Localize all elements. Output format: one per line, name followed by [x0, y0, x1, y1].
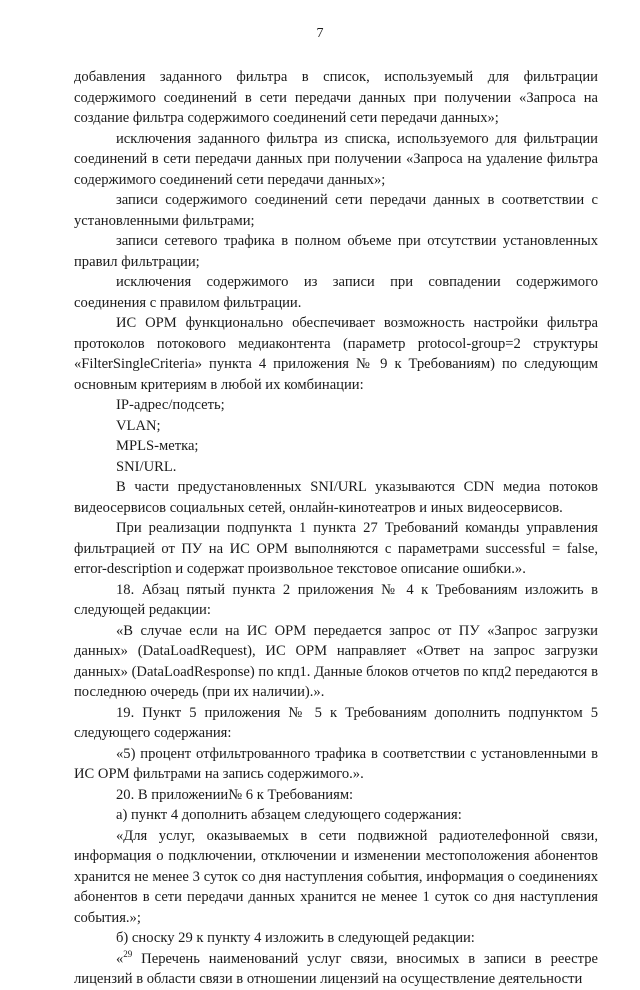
paragraph: ИС ОРМ функционально обеспечивает возможность настройки фильтра протоколов потокового медиаконтента (параметр protocol-group=2 структуры «FilterSingleCriteria» пункта 4 приложения № 9 к Требованиям) по следующим основным критериям в любой их комбинации: — [74, 315, 598, 393]
paragraph: 20. В приложении№ 6 к Требованиям: — [116, 786, 354, 803]
paragraph: В части предустановленных SNI/URL указываются CDN медиа потоков видеосервисов социальных сетей, онлайн-кинотеатров и иных видеосервисов. — [74, 479, 598, 516]
list-item: VLAN; — [116, 417, 161, 434]
paragraph: исключения содержимого из записи при совпадении содержимого соединения с правилом фильтрации. — [74, 274, 598, 311]
document-body — [74, 67, 598, 990]
paragraph: б) сноску 29 к пункту 4 изложить в следующей редакции: — [116, 930, 475, 946]
footnote-text: Перечень наименований услуг связи, вносимых в записи в реестре лицензий в области связи в отношении лицензий на осуществление деятельности — [74, 950, 598, 987]
paragraph: 18. Абзац пятый пункта 2 приложения № 4 к Требованиям изложить в следующей редакции: — [74, 581, 598, 618]
paragraph: «В случае если на ИС ОРМ передается запрос от ПУ «Запрос загрузки данных» (DataLoadRequest), ИС ОРМ направляет «Ответ на запрос загрузки данных» (DataLoadResponse) по кпд1. Данные блоков отчетов по кпд2 передаются в последнюю очередь (при их наличии).». — [74, 622, 599, 700]
paragraph: добавления заданного фильтра в список, используемый для фильтрации содержимого соединений в сети передачи данных при получении «Запроса на создание фильтра содержимого соединений сети передачи данных»; — [74, 69, 598, 126]
paragraph: исключения заданного фильтра из списка, используемого для фильтрации соединений в сети передачи данных при получении «Запроса на удаление фильтра содержимого соединений сети передачи данных»; — [74, 130, 598, 188]
paragraph: При реализации подпункта 1 пункта 27 Требований команды управления фильтрацией от ПУ на ИС ОРМ выполняются с параметрами successful = false, error-description и содержат произвольное текстовое описание ошибки.». — [74, 520, 598, 577]
footnote-marker: 29 — [123, 948, 133, 959]
paragraph: записи сетевого трафика в полном объеме при отсутствии установленных правил фильтрации; — [74, 233, 598, 270]
paragraph: «5) процент отфильтрованного трафика в соответствии с установленными в ИС ОРМ фильтрами на запись содержимого.». — [74, 745, 598, 782]
list-item: SNI/URL. — [116, 458, 177, 475]
paragraph: «Для услуг, оказываемых в сети подвижной радиотелефонной связи, информация о подключении, отключении и изменении местоположения абонентов хранится не менее 3 суток со дня наступления события, информация о соединениях абонентов в сети передачи данных хранится не менее 1 суток со дня наступления события.»; — [74, 827, 598, 926]
paragraph: 19. Пункт 5 приложения № 5 к Требованиям дополнить подпунктом 5 следующего содержания: — [74, 704, 598, 741]
paragraph: а) пункт 4 дополнить абзацем следующего содержания: — [116, 807, 462, 823]
list-item: IP-адрес/подсеть; — [116, 397, 225, 413]
paragraph-footnote-text — [74, 949, 598, 990]
page-number: 7 — [316, 26, 324, 41]
open-quote: « — [116, 950, 124, 967]
paragraph: записи содержимого соединений сети передачи данных в соответствии с установленными фильтрами; — [74, 192, 598, 229]
list-item: MPLS-метка; — [116, 438, 199, 454]
